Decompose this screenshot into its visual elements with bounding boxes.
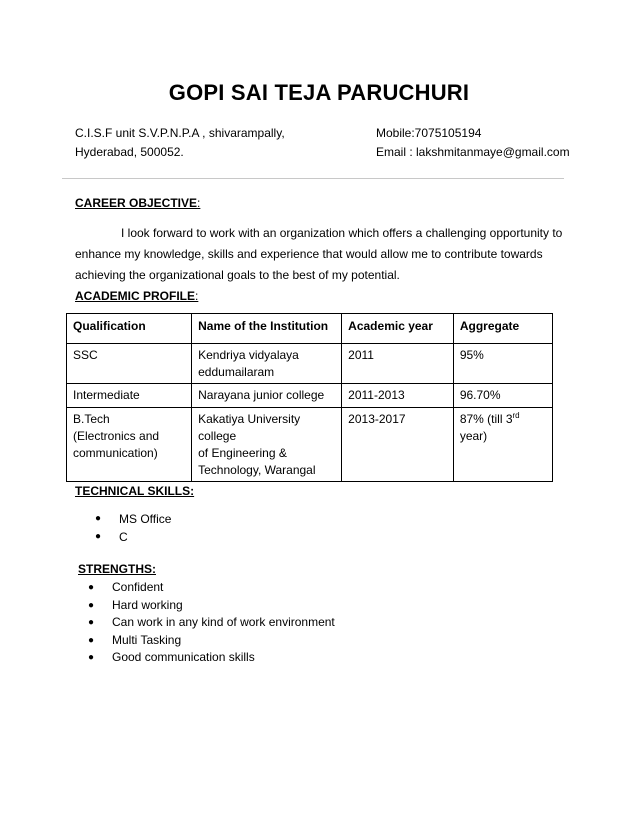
address-block (75, 124, 285, 162)
cell-line: year) (459, 429, 488, 443)
table-cell: 2011 (342, 344, 454, 384)
strength-text: Hard working (112, 597, 183, 612)
bullet-icon: ● (95, 513, 102, 524)
list-item (88, 649, 335, 667)
table-row (67, 384, 553, 408)
aggregate-text: 87% (till 3 (459, 412, 513, 426)
table-cell (192, 384, 342, 408)
cell-line: Kendriya vidyalaya (198, 348, 299, 362)
list-item (88, 614, 335, 632)
academic-table (66, 313, 553, 482)
table-cell (453, 408, 552, 482)
mobile-number: Mobile:7075105194 (376, 126, 482, 140)
table-cell (192, 408, 342, 482)
skill-text: MS Office (119, 512, 172, 526)
career-objective-heading (75, 196, 200, 210)
list-item (95, 510, 171, 528)
ordinal-suffix: rd (512, 411, 520, 420)
table-cell (192, 344, 342, 384)
header-divider (62, 178, 564, 179)
table-cell: 95% (453, 344, 552, 384)
cell-line: eddumailaram (198, 365, 275, 379)
address-line-2: Hyderabad, 500052. (75, 145, 184, 159)
cell-line: SSC (73, 348, 98, 362)
table-row (67, 408, 553, 482)
heading-colon: : (197, 196, 201, 210)
table-cell: 2011-2013 (342, 384, 454, 408)
bullet-icon: ● (88, 652, 95, 664)
bullet-icon: ● (95, 531, 102, 542)
list-item (95, 528, 171, 546)
strength-text: Multi Tasking (112, 632, 182, 647)
strength-text: Confident (112, 580, 164, 594)
list-item (88, 632, 335, 650)
column-header: Aggregate (453, 314, 552, 344)
cell-line: Kakatiya University college (198, 412, 301, 443)
table-cell (67, 408, 192, 482)
table-cell: 2013-2017 (342, 408, 454, 482)
academic-profile-heading-text: ACADEMIC PROFILE (75, 289, 195, 303)
strength-text: Good communication skills (112, 650, 255, 665)
strengths-heading: STRENGTHS: (78, 562, 156, 576)
cell-line (460, 411, 546, 428)
cell-line: (Electronics and (73, 429, 160, 443)
cell-line: Intermediate (73, 388, 140, 402)
table-cell (67, 384, 192, 408)
table-row (67, 344, 553, 384)
bullet-icon: ● (88, 599, 95, 611)
career-objective-paragraph: I look forward to work with an organization which offers a challenging opportunity to enhance my knowledge, skills and experience that would allow me to contribute towards achieving the organizational goals to the best of my potential. (75, 226, 563, 282)
bullet-icon: ● (88, 582, 95, 593)
bullet-icon: ● (88, 634, 95, 646)
list-item (88, 597, 335, 615)
career-objective-heading-text: CAREER OBJECTIVE (75, 196, 198, 210)
cell-line: of Engineering & (198, 446, 287, 460)
cell-line: Narayana junior college (198, 388, 325, 402)
technical-skills-heading: TECHNICAL SKILLS: (75, 484, 195, 498)
column-header: Academic year (342, 314, 454, 344)
academic-profile-heading (75, 289, 198, 303)
strengths-list (88, 579, 335, 667)
list-item (88, 579, 335, 597)
contact-block (376, 124, 570, 162)
column-header: Qualification (67, 314, 192, 344)
table-header-row (67, 314, 553, 344)
table-cell (67, 344, 192, 384)
address-line-1: C.I.S.F unit S.V.P.N.P.A , shivarampally, (75, 126, 285, 140)
candidate-name: GOPI SAI TEJA PARUCHURI (168, 80, 470, 105)
email-address: Email : lakshmitanmaye@gmail.com (376, 145, 570, 159)
cell-line: Technology, Warangal (198, 463, 316, 477)
strength-text: Can work in any kind of work environment (112, 615, 335, 630)
skill-text: C (119, 530, 128, 544)
table-cell: 96.70% (453, 384, 552, 408)
cell-line: B.Tech (73, 412, 110, 426)
bullet-icon: ● (88, 617, 95, 629)
column-header: Name of the Institution (192, 314, 342, 344)
cell-line: communication) (73, 446, 158, 460)
heading-colon: : (195, 289, 199, 303)
technical-skills-list (95, 510, 171, 546)
career-objective-text (75, 223, 565, 286)
